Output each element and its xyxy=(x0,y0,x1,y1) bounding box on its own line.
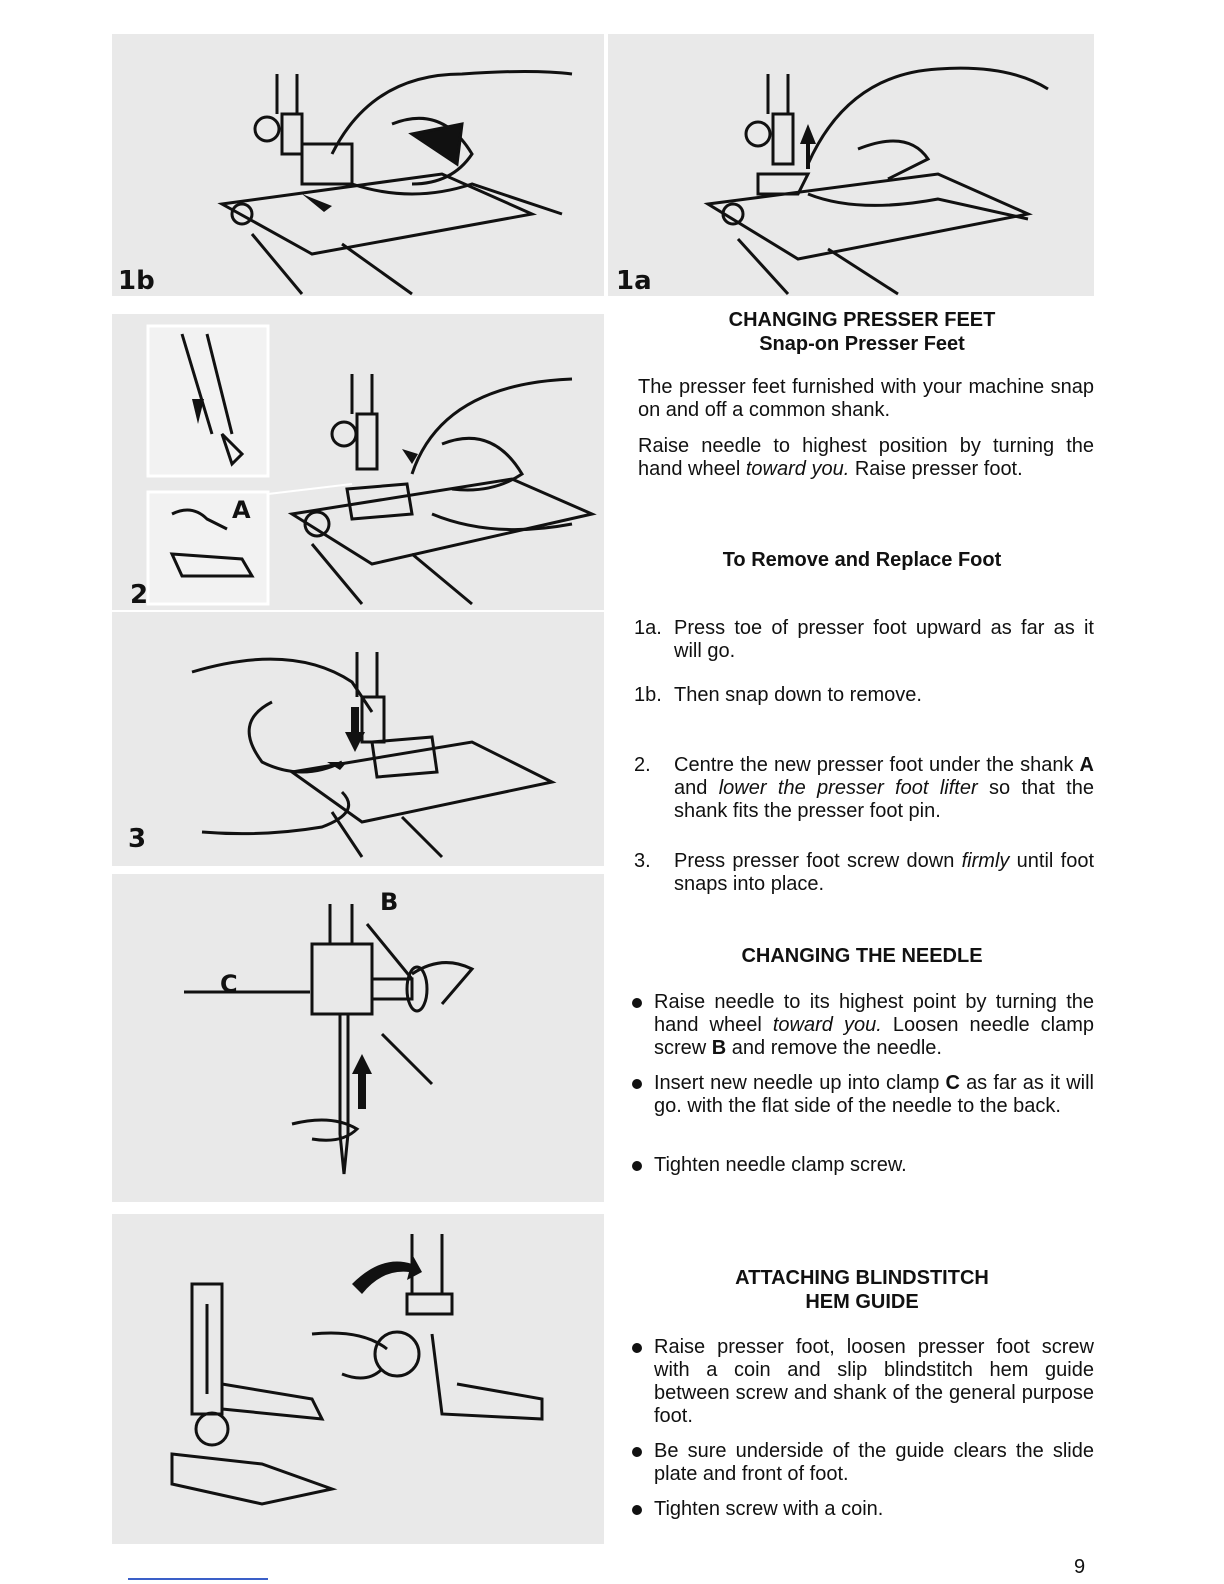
figure-2-illustration xyxy=(112,314,604,610)
snap-on-presser-feet-subheading: Snap-on Presser Feet xyxy=(759,333,965,355)
blindstitch-bullet-2 xyxy=(632,1440,1094,1486)
blindstitch-bullet-3 xyxy=(632,1498,1094,1521)
step-3-text xyxy=(674,850,1094,896)
needle-bullet-1 xyxy=(632,991,1094,1060)
step-2-text-part3: so that the shank fits the presser foot pin. xyxy=(674,777,1094,822)
blindstitch-guide-illustration xyxy=(112,1214,604,1544)
needle-bullet-2-part1: Insert new needle up into clamp xyxy=(654,1072,946,1094)
firmly-emphasis: firmly xyxy=(961,850,1010,872)
needle-bullet-3 xyxy=(632,1154,1094,1177)
blindstitch-bullet-2-text: Be sure underside of the guide clears the slide plate and front of foot. xyxy=(654,1440,1094,1485)
changing-needle-heading: CHANGING THE NEEDLE xyxy=(741,945,983,967)
step-1b xyxy=(634,684,1094,707)
figure-1b-drawing xyxy=(112,34,604,296)
needle-bullet-2-part2: as far as it will go. with the flat side of the needle to the back. xyxy=(654,1072,1094,1117)
blindstitch-heading-line1: ATTACHING BLINDSTITCH xyxy=(735,1267,989,1289)
figure-1b-label: 1b xyxy=(118,266,155,296)
needle-clamp-drawing xyxy=(112,874,604,1202)
bullet-dot-icon xyxy=(632,1505,642,1515)
needle-bullet-1-part3: and remove the needle. xyxy=(726,1037,942,1059)
figure-3-label: 3 xyxy=(128,824,147,854)
step-1a xyxy=(634,617,1094,663)
bullet-dot-icon xyxy=(632,1447,642,1457)
presser-feet-intro-paragraph: The presser feet furnished with your machine snap on and off a common shank. xyxy=(638,376,1094,421)
needle-bullet-1-part1: Raise needle to its highest point by turning the hand wheel xyxy=(654,991,1094,1036)
step-3-text-part2: until foot snaps into place. xyxy=(674,850,1094,895)
footer-rule xyxy=(128,1578,268,1580)
figure-3-drawing xyxy=(112,612,604,866)
bullet-dot-icon xyxy=(632,1161,642,1171)
clamp-c-reference: C xyxy=(945,1072,960,1094)
step-3-number: 3. xyxy=(634,850,651,872)
step-2-text-part1: Centre the new presser foot under the shank xyxy=(674,754,1080,776)
step-1a-text: Press toe of presser foot upward as far as it will go. xyxy=(674,617,1094,662)
callout-b: B xyxy=(380,888,399,916)
bullet-dot-icon xyxy=(632,1079,642,1089)
step-2 xyxy=(634,754,1094,823)
needle-bullet-1-text xyxy=(654,991,1094,1060)
figure-1a-label: 1a xyxy=(616,266,652,296)
page-number: 9 xyxy=(1074,1556,1086,1578)
step-1a-number: 1a. xyxy=(634,617,662,639)
blindstitch-bullet-1 xyxy=(632,1336,1094,1428)
figure-1a-illustration xyxy=(608,34,1094,296)
remove-replace-foot-heading: To Remove and Replace Foot xyxy=(722,549,1002,571)
callout-a: A xyxy=(232,496,251,524)
bullet-dot-icon xyxy=(632,998,642,1008)
needle-bullet-2 xyxy=(632,1072,1094,1141)
step-2-text-part2: and xyxy=(674,777,719,799)
step-2-number: 2. xyxy=(634,754,651,776)
raise-needle-paragraph xyxy=(638,435,1094,481)
figure-3-illustration xyxy=(112,612,604,866)
step-3-text-part1: Press presser foot screw down xyxy=(674,850,962,872)
changing-presser-feet-heading: CHANGING PRESSER FEET xyxy=(728,309,996,331)
shank-a-reference: A xyxy=(1079,754,1094,776)
needle-bullet-2-text xyxy=(654,1072,1094,1118)
raise-presser-foot-text: Raise presser foot. xyxy=(849,458,1023,480)
step-1b-number: 1b. xyxy=(634,684,662,706)
figure-2-drawing xyxy=(112,314,604,610)
figure-2-label: 2 xyxy=(130,580,149,610)
lower-lifter-emphasis: lower the presser foot lifter xyxy=(718,777,978,799)
figure-1a-drawing xyxy=(608,34,1094,296)
figure-1b-illustration xyxy=(112,34,604,296)
toward-you-emphasis: toward you. xyxy=(745,458,850,480)
blindstitch-bullet-1-text: Raise presser foot, loosen presser foot screw with a coin and slip blindstitch hem guide between screw and shank of the general purpose foot. xyxy=(654,1336,1094,1427)
blindstitch-bullet-3-text: Tighten screw with a coin. xyxy=(654,1498,884,1520)
blindstitch-heading-line2: HEM GUIDE xyxy=(805,1291,919,1313)
step-2-text xyxy=(674,754,1094,823)
needle-clamp-illustration xyxy=(112,874,604,1202)
raise-needle-text: Raise needle to highest position by turning the hand wheel xyxy=(638,435,1094,480)
needle-bullet-1-part2: Loosen needle clamp screw xyxy=(654,1014,1094,1059)
needle-bullet-3-text: Tighten needle clamp screw. xyxy=(654,1154,907,1176)
bullet-dot-icon xyxy=(632,1343,642,1353)
step-1b-text: Then snap down to remove. xyxy=(674,684,922,706)
step-3 xyxy=(634,850,1094,896)
blindstitch-guide-drawing xyxy=(112,1214,604,1544)
callout-c: C xyxy=(220,970,238,998)
toward-you-emphasis-2: toward you. xyxy=(772,1014,882,1036)
screw-b-reference: B xyxy=(711,1037,727,1059)
